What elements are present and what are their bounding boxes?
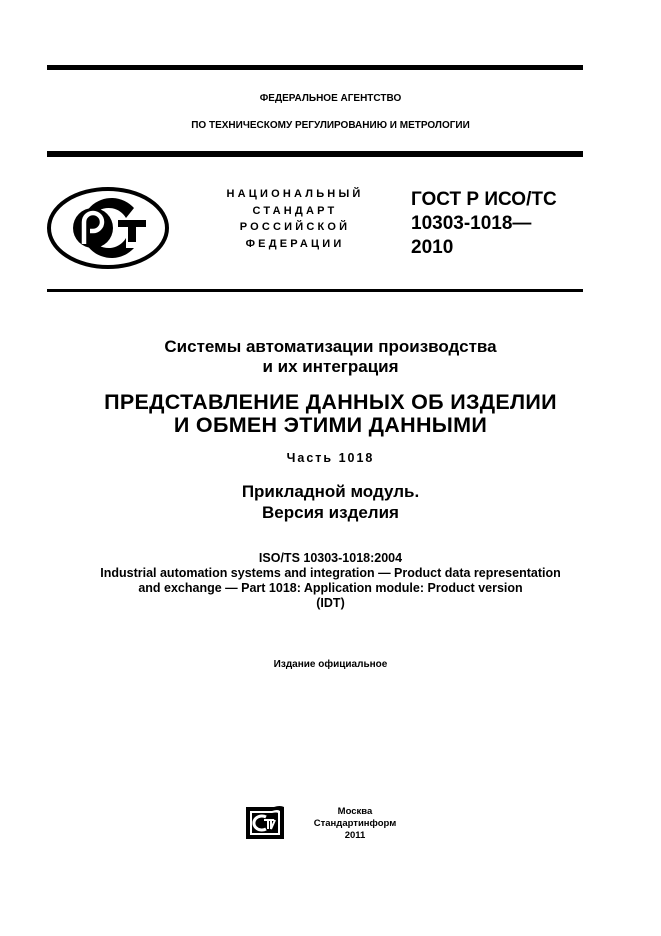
iso-reference [0, 551, 661, 611]
publisher-info [290, 806, 420, 842]
natstd-line: НАЦИОНАЛЬНЫЙ [226, 188, 364, 200]
natstd-line: РОССИЙСКОЙ [239, 221, 351, 233]
designation-line: 2010 [411, 237, 454, 258]
iso-line: (IDT) [316, 596, 345, 610]
top-rule [47, 65, 583, 70]
standartinform-logo-icon [244, 803, 286, 841]
series-line: Системы автоматизации производства [164, 337, 497, 356]
national-standard-label [205, 186, 385, 252]
block-rule [47, 289, 583, 292]
designation-line: 10303-1018— [411, 213, 532, 234]
series-title [0, 337, 661, 377]
title-line: ПРЕДСТАВЛЕНИЕ ДАННЫХ ОБ ИЗДЕЛИИ [104, 390, 557, 414]
agency-line-2: ПО ТЕХНИЧЕСКОМУ РЕГУЛИРОВАНИЮ И МЕТРОЛОГИИ [191, 120, 470, 131]
publisher-year: 2011 [344, 830, 366, 841]
iso-line: Industrial automation systems and integration — Product data representation [100, 566, 561, 580]
publisher-city: Москва [337, 806, 373, 817]
title-line: И ОБМЕН ЭТИМИ ДАННЫМИ [173, 413, 488, 437]
module-line: Прикладной модуль. [241, 482, 420, 501]
designation-line: ГОСТ Р ИСО/ТС [411, 189, 557, 210]
module-line: Версия изделия [262, 503, 399, 522]
iso-code: ISO/TS 10303-1018:2004 [258, 551, 403, 565]
edition-label: Издание официальное [273, 659, 388, 670]
natstd-line: СТАНДАРТ [252, 204, 338, 217]
module-title [0, 481, 661, 523]
main-title [0, 391, 661, 437]
series-line: и их интеграция [262, 357, 399, 376]
part-number: Часть 1018 [286, 451, 375, 465]
iso-line: and exchange — Part 1018: Application module: Product version [138, 581, 523, 595]
rst-gost-logo-icon [46, 186, 170, 270]
standard-designation [411, 188, 557, 260]
natstd-line: ФЕДЕРАЦИИ [245, 237, 345, 250]
header-rule [47, 151, 583, 157]
agency-line-1: ФЕДЕРАЛЬНОЕ АГЕНТСТВО [259, 93, 402, 104]
publisher-name: Стандартинформ [313, 818, 397, 829]
